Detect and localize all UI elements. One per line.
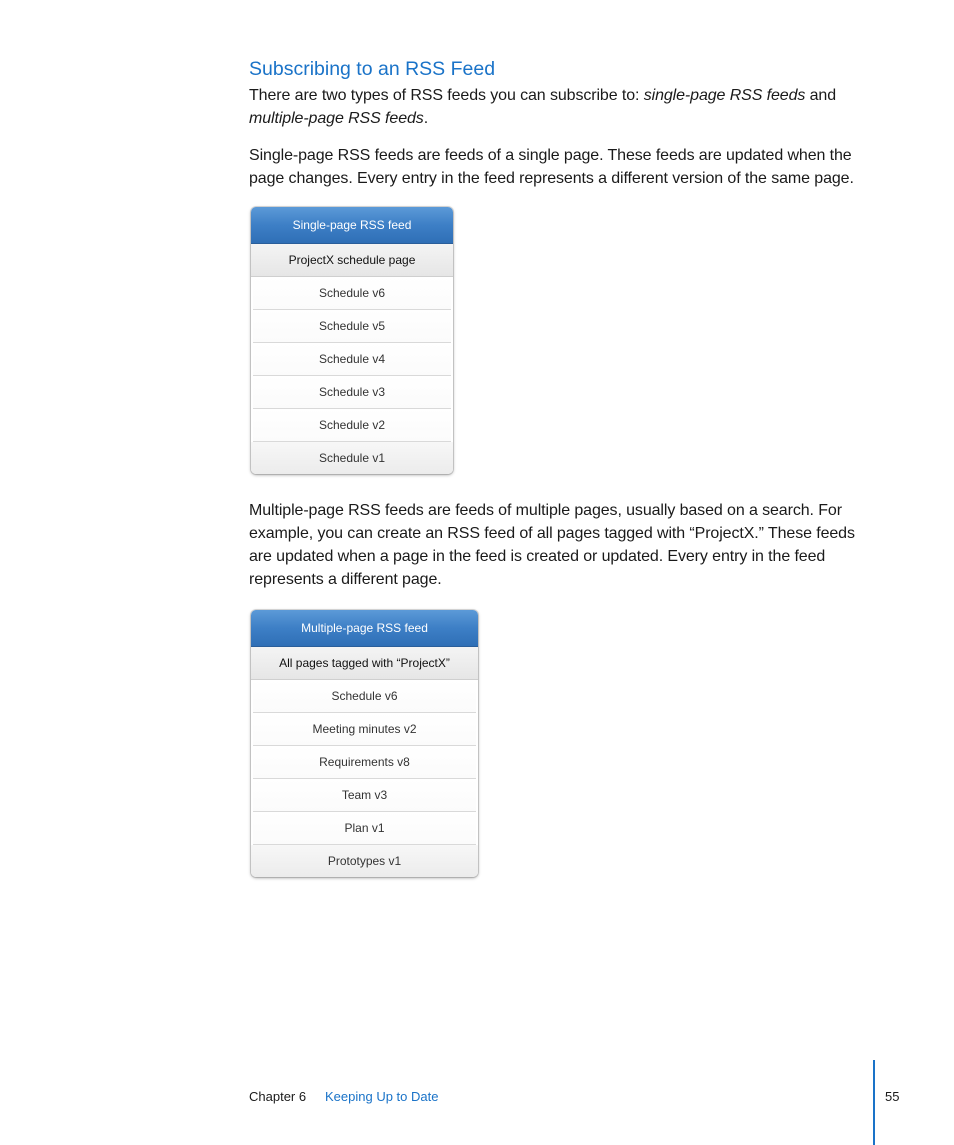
feed-entry: Schedule v4 xyxy=(253,343,451,376)
feed-entry: Schedule v5 xyxy=(253,310,451,343)
multiple-page-paragraph: Multiple-page RSS feeds are feeds of multiple pages, usually based on a search. For example, you can create an RSS feed of all pages tagged with “ProjectX.” These feeds are updated when a page in the feed is created or updated. Every entry in the feed represents a different page. xyxy=(249,502,855,588)
intro-text: There are two types of RSS feeds you can subscribe to: xyxy=(249,87,644,104)
single-feed-title: Single-page RSS feed xyxy=(251,207,453,244)
feed-entry: Schedule v6 xyxy=(253,680,476,713)
feed-entry: Schedule v1 xyxy=(251,442,453,474)
intro-term-single: single-page RSS feeds xyxy=(643,87,806,104)
multi-feed-title: Multiple-page RSS feed xyxy=(251,610,478,647)
multiple-page-feed-diagram xyxy=(251,610,478,877)
single-page-feed-diagram xyxy=(251,207,453,474)
feed-entry: Meeting minutes v2 xyxy=(253,713,476,746)
intro-and: and xyxy=(805,87,837,104)
feed-entry: Plan v1 xyxy=(253,812,476,845)
footer-chapter-label: Chapter 6 xyxy=(249,1089,307,1104)
feed-entry: Schedule v2 xyxy=(253,409,451,442)
feed-entry: Requirements v8 xyxy=(253,746,476,779)
feed-entry: Team v3 xyxy=(253,779,476,812)
single-feed-source: ProjectX schedule page xyxy=(251,244,453,277)
intro-paragraph xyxy=(249,84,874,130)
footer-divider xyxy=(873,1060,875,1145)
intro-end: . xyxy=(423,110,429,127)
page-number: 55 xyxy=(885,1089,900,1104)
feed-entry: Prototypes v1 xyxy=(251,845,478,877)
footer-chapter-title-link[interactable]: Keeping Up to Date xyxy=(325,1089,439,1104)
single-page-paragraph: Single-page RSS feeds are feeds of a single page. These feeds are updated when the page changes. Every entry in the feed represents a different version of the same page. xyxy=(249,147,854,187)
section-heading: Subscribing to an RSS Feed xyxy=(249,58,496,80)
feed-entry: Schedule v3 xyxy=(253,376,451,409)
feed-entry: Schedule v6 xyxy=(253,277,451,310)
intro-term-multiple: multiple-page RSS feeds xyxy=(249,110,424,127)
multi-feed-source: All pages tagged with “ProjectX” xyxy=(251,647,478,680)
